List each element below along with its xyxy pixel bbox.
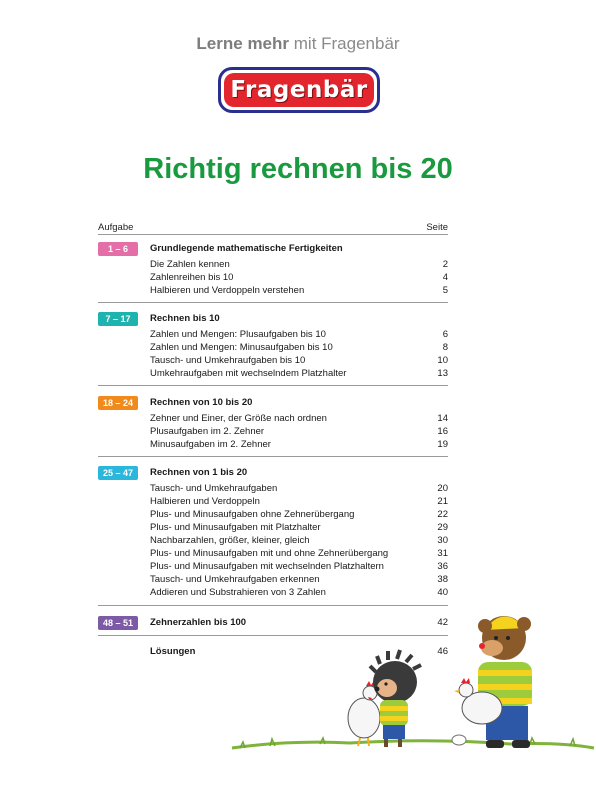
entry-title: Tausch- und Umkehraufgaben erkennen: [150, 574, 320, 585]
entry-page: 20: [437, 483, 448, 494]
toc-entry[interactable]: [150, 483, 448, 496]
entry-title: Plusaufgaben im 2. Zehner: [150, 426, 265, 437]
toc-entry[interactable]: [150, 587, 448, 600]
toc-entry[interactable]: [150, 368, 448, 381]
toc-entry[interactable]: [150, 535, 448, 548]
divider: [98, 456, 448, 457]
divider: [98, 234, 448, 235]
section-title: Zehnerzahlen bis 100: [150, 617, 247, 628]
entry-page: 14: [437, 413, 448, 424]
entry-page: 8: [442, 342, 448, 353]
section-title: Rechnen von 10 bis 20: [150, 397, 253, 408]
toc-entry[interactable]: [150, 329, 448, 342]
entry-title: Plus- und Minusaufgaben mit und ohne Zehnerübergang: [150, 548, 389, 559]
toc-entry[interactable]: [150, 509, 448, 522]
entry-page: 36: [437, 561, 448, 572]
divider: [98, 385, 448, 386]
section-page: 42: [437, 617, 448, 628]
entry-title: Halbieren und Verdoppeln verstehen: [150, 285, 305, 296]
hedgehog-icon: [370, 650, 421, 747]
entry-page: 31: [437, 548, 448, 559]
egg-icon: [452, 735, 466, 745]
section-title: Grundlegende mathematische Fertigkeiten: [150, 243, 343, 254]
entry-page: 5: [442, 285, 448, 296]
toc-entry[interactable]: [150, 561, 448, 574]
entry-page: 4: [442, 272, 448, 283]
logo-text: Fragenbär: [230, 77, 368, 103]
entry-title: Die Zahlen kennen: [150, 259, 230, 270]
entry-title: Umkehraufgaben mit wechselndem Platzhalter: [150, 368, 347, 379]
divider: [98, 302, 448, 303]
task-range-badge: 7 – 17: [98, 312, 138, 326]
tagline-bold: Lerne mehr: [196, 34, 290, 53]
bear-icon: [478, 616, 532, 748]
section-title: Lösungen: [150, 646, 196, 657]
logo-badge: [224, 73, 374, 107]
toc-entry[interactable]: [150, 439, 448, 452]
task-range-badge: 1 – 6: [98, 242, 138, 256]
column-header-aufgabe: Aufgabe: [98, 222, 134, 233]
fragenbaer-logo: [218, 67, 380, 113]
entry-title: Plus- und Minusaufgaben mit Platzhalter: [150, 522, 321, 533]
page-title: Richtig rechnen bis 20: [143, 153, 453, 185]
task-range-badge: 18 – 24: [98, 396, 138, 410]
toc-entry[interactable]: [150, 355, 448, 368]
entry-title: Tausch- und Umkehraufgaben: [150, 483, 278, 494]
entry-page: 38: [437, 574, 448, 585]
entry-page: 10: [437, 355, 448, 366]
toc-entry[interactable]: [150, 272, 448, 285]
toc-entry[interactable]: [150, 574, 448, 587]
entry-title: Plus- und Minusaufgaben mit wechselnden Platzhaltern: [150, 561, 384, 572]
entry-page: 6: [442, 329, 448, 340]
entry-page: 29: [437, 522, 448, 533]
section-title: Rechnen bis 10: [150, 313, 220, 324]
toc-entry[interactable]: [150, 342, 448, 355]
entry-page: 21: [437, 496, 448, 507]
toc-entry[interactable]: [150, 548, 448, 561]
task-range-badge: 48 – 51: [98, 616, 138, 630]
entry-title: Tausch- und Umkehraufgaben bis 10: [150, 355, 306, 366]
section-page: 46: [437, 646, 448, 657]
entry-title: Zehner und Einer, der Größe nach ordnen: [150, 413, 327, 424]
section-title: Rechnen von 1 bis 20: [150, 467, 248, 478]
entry-page: 30: [437, 535, 448, 546]
entry-title: Zahlen und Mengen: Plusaufgaben bis 10: [150, 329, 326, 340]
toc-entry[interactable]: [150, 285, 448, 298]
column-header-seite: Seite: [426, 222, 448, 233]
entry-page: 22: [437, 509, 448, 520]
entry-page: 2: [442, 259, 448, 270]
entry-title: Nachbarzahlen, größer, kleiner, gleich: [150, 535, 310, 546]
entry-page: 40: [437, 587, 448, 598]
characters-illustration: [230, 600, 596, 794]
entry-title: Addieren und Substrahieren von 3 Zahlen: [150, 587, 326, 598]
toc-entry[interactable]: [150, 496, 448, 509]
toc-entry[interactable]: [150, 259, 448, 272]
toc-entry[interactable]: [150, 522, 448, 535]
entry-title: Zahlen und Mengen: Minusaufgaben bis 10: [150, 342, 333, 353]
toc-entry[interactable]: [150, 413, 448, 426]
entry-title: Minusaufgaben im 2. Zehner: [150, 439, 271, 450]
tagline: [0, 34, 596, 54]
toc-entry[interactable]: [150, 426, 448, 439]
tagline-rest: mit Fragenbär: [293, 34, 400, 53]
grass-line-icon: [232, 741, 594, 748]
entry-title: Halbieren und Verdoppeln: [150, 496, 260, 507]
entry-title: Plus- und Minusaufgaben ohne Zehnerübergang: [150, 509, 355, 520]
entry-title: Zahlenreihen bis 10: [150, 272, 234, 283]
entry-page: 19: [437, 439, 448, 450]
task-range-badge: 25 – 47: [98, 466, 138, 480]
entry-page: 13: [437, 368, 448, 379]
entry-page: 16: [437, 426, 448, 437]
